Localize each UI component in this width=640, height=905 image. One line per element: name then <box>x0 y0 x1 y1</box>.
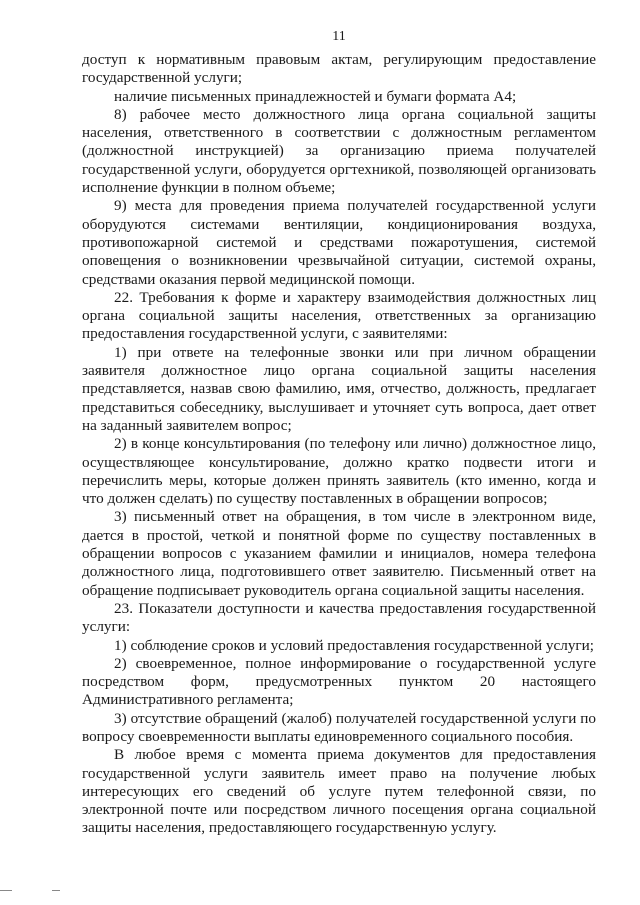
document-body <box>82 51 596 838</box>
paragraph: 1) соблюдение сроков и условий предоставления государственной услуги; <box>114 636 595 654</box>
paragraph: 3) отсутствие обращений (жалоб) получателей государственной услуги по вопросу своевременности выплаты единовременного социального пособия. <box>82 709 596 745</box>
paragraph: 8) рабочее место должностного лица органа социальной защиты населения, ответственного в соответствии с должностным регламентом (должностной инструкцией) за организацию приема получателей государственной услуги, оборудуется оргтехникой, позволяющей организовать исполнение функции в полном объеме; <box>82 105 596 197</box>
paragraph: 23. Показатели доступности и качества предоставления государственной услуги: <box>82 599 596 636</box>
paragraph: В любое время с момента приема документов для предоставления государственной услуги заявитель имеет право на получение любых интересующих его сведений об услуге путем телефонной связи, по электронной почте или посредством личного посещения органа социальной защиты населения, предоставляющего государственную услугу. <box>82 746 596 837</box>
paragraph: 2) своевременное, полное информирование о государственной услуге посредством форм, предусмотренных пунктом 20 настоящего Административного регламента; <box>82 654 596 709</box>
scan-edge-mark <box>0 890 12 891</box>
paragraph: 1) при ответе на телефонные звонки или при личном обращении заявителя должностное лицо органа социальной защиты населения представляется, назвав свою фамилию, имя, отчество, должность, предлагает представиться собеседнику, выслушивает и уточняет суть вопроса, дает ответ на заданный заявителем вопрос; <box>82 343 596 434</box>
paragraph: 9) места для проведения приема получателей государственной услуги оборудуются системами вентиляции, кондиционирования воздуха, противопожарной системой и средствами пожаротушения, системой оповещения о возникновении чрезвычайной ситуации, системой охраны, средствами оказания первой медицинской помощи. <box>82 197 596 288</box>
paragraph: наличие письменных принадлежностей и бумаги формата А4; <box>114 87 517 105</box>
paragraph: 3) письменный ответ на обращения, в том числе в электронном виде, дается в простой, четкой и понятной форме по существу поставленных в обращении вопросов с указанием фамилии и инициалов, номера телефона должностного лица, подготовившего ответ заявителю. Письменный ответ на обращение подписывает руководитель органа социальной защиты населения. <box>82 508 596 599</box>
paragraph: доступ к нормативным правовым актам, регулирующим предоставление государственной услуги; <box>82 51 596 87</box>
scan-edge-mark <box>52 890 60 891</box>
paragraph: 22. Требования к форме и характеру взаимодействия должностных лиц органа социальной защиты населения, ответственных за организацию предоставления государственной услуги, с заявителями: <box>82 288 596 343</box>
page-number: 11 <box>332 29 346 44</box>
paragraph: 2) в конце консультирования (по телефону или лично) должностное лицо, осуществляющее консультирование, должно кратко подвести итоги и перечислить меры, которые должен принять заявитель (кто именно, когда и что должен сделать) по существу поставленных в обращении вопросов; <box>82 435 596 508</box>
